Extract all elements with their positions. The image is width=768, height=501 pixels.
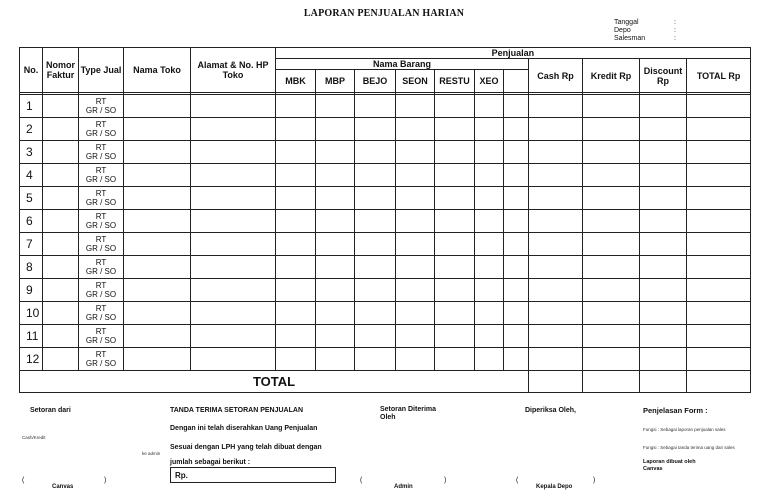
table-cell[interactable] (316, 164, 355, 187)
table-cell[interactable] (124, 141, 191, 164)
table-cell[interactable] (124, 348, 191, 371)
table-cell[interactable] (504, 118, 529, 141)
meta-sep: : (674, 35, 676, 42)
table-cell[interactable] (43, 233, 79, 256)
row-type-jual (79, 118, 124, 141)
paren-close: ) (104, 477, 107, 484)
table-cell[interactable] (504, 210, 529, 233)
row-type-jual (79, 95, 124, 118)
table-cell[interactable] (355, 164, 396, 187)
table-cell[interactable] (124, 187, 191, 210)
table-cell[interactable] (475, 210, 504, 233)
table-cell[interactable] (43, 164, 79, 187)
table-cell[interactable] (276, 95, 316, 118)
table-cell[interactable] (355, 279, 396, 302)
table-cell[interactable] (640, 302, 687, 325)
setoran-diterima-label: Setoran Diterima Oleh (380, 406, 437, 421)
table-cell[interactable] (396, 187, 435, 210)
total-label: TOTAL (20, 371, 529, 393)
meta-label: Tanggal (614, 19, 639, 26)
table-row (20, 95, 751, 118)
table-cell[interactable] (396, 118, 435, 141)
table-cell[interactable] (687, 141, 751, 164)
table-cell[interactable] (435, 118, 475, 141)
table-cell[interactable] (687, 118, 751, 141)
table-cell[interactable] (504, 233, 529, 256)
row-number: 6 (20, 210, 43, 233)
table-cell[interactable] (475, 164, 504, 187)
table-cell[interactable] (43, 325, 79, 348)
table-cell[interactable] (504, 95, 529, 118)
table-cell[interactable] (276, 325, 316, 348)
table-cell[interactable] (529, 187, 583, 210)
table-cell[interactable] (687, 233, 751, 256)
table-cell[interactable] (191, 256, 276, 279)
table-cell[interactable] (687, 210, 751, 233)
fungsi-line1: Fungsi : Sebagai laporan penjualan sales (643, 427, 726, 432)
table-cell[interactable] (396, 325, 435, 348)
table-cell[interactable] (435, 164, 475, 187)
type-line: RT (95, 235, 107, 244)
cash-kredit-label: Cash/Kredit (22, 435, 46, 440)
paren-open: ( (516, 477, 519, 484)
meta-tanggal (614, 19, 676, 27)
row-number: 11 (20, 325, 43, 348)
header-no: No. (20, 48, 43, 93)
type-line: GR / SO (85, 106, 117, 115)
table-cell[interactable] (43, 141, 79, 164)
table-cell[interactable] (640, 141, 687, 164)
meta-salesman (614, 35, 676, 43)
table-cell[interactable] (316, 325, 355, 348)
table-cell[interactable] (316, 210, 355, 233)
table-cell[interactable] (191, 348, 276, 371)
row-type-jual (79, 187, 124, 210)
table-cell[interactable] (124, 118, 191, 141)
table-cell[interactable] (583, 233, 640, 256)
table-cell[interactable] (124, 95, 191, 118)
type-line: RT (95, 327, 107, 336)
type-line: GR / SO (85, 244, 117, 253)
table-cell[interactable] (191, 118, 276, 141)
table-cell[interactable] (640, 95, 687, 118)
total-kredit-cell (583, 371, 640, 393)
table-cell[interactable] (583, 118, 640, 141)
total-grand-cell (687, 371, 751, 393)
table-cell[interactable] (529, 348, 583, 371)
table-cell[interactable] (316, 302, 355, 325)
kepala-depo-label: Kepala Depo (536, 484, 573, 490)
table-cell[interactable] (43, 302, 79, 325)
table-cell[interactable] (475, 187, 504, 210)
table-cell[interactable] (640, 348, 687, 371)
type-line: GR / SO (85, 129, 117, 138)
row-number: 9 (20, 279, 43, 302)
table-cell[interactable] (191, 210, 276, 233)
type-line: GR / SO (85, 290, 117, 299)
table-cell[interactable] (191, 302, 276, 325)
header-barang-mbk: MBK (276, 70, 316, 93)
header-nama-barang: Nama Barang (276, 59, 529, 70)
table-cell[interactable] (475, 233, 504, 256)
table-cell[interactable] (124, 233, 191, 256)
table-cell[interactable] (504, 141, 529, 164)
setoran-dari-label: Setoran dari (30, 407, 71, 414)
type-line: RT (95, 304, 107, 313)
table-cell[interactable] (687, 325, 751, 348)
table-cell[interactable] (43, 95, 79, 118)
table-row (20, 233, 751, 256)
meta-label: Depo (614, 27, 631, 34)
table-cell[interactable] (475, 348, 504, 371)
table-cell[interactable] (191, 141, 276, 164)
type-line: RT (95, 258, 107, 267)
header-barang-seon: SEON (396, 70, 435, 93)
table-cell[interactable] (504, 256, 529, 279)
table-cell[interactable] (355, 233, 396, 256)
paren-close: ) (593, 477, 596, 484)
tanda-terima-heading: TANDA TERIMA SETORAN PENJUALAN (170, 407, 304, 414)
table-cell[interactable] (124, 302, 191, 325)
table-cell[interactable] (583, 187, 640, 210)
row-type-jual (79, 302, 124, 325)
meta-label: Salesman (614, 35, 646, 42)
table-cell[interactable] (504, 187, 529, 210)
table-cell[interactable] (640, 164, 687, 187)
type-line: GR / SO (85, 313, 117, 322)
admin-sign-label: Admin (394, 484, 413, 490)
diperiksa-label: Diperiksa Oleh, (525, 407, 576, 414)
table-cell[interactable] (191, 279, 276, 302)
row-type-jual (79, 348, 124, 371)
header-cash: Cash Rp (529, 59, 583, 93)
table-cell[interactable] (43, 210, 79, 233)
table-row (20, 187, 751, 210)
header-barang-mbp: MBP (316, 70, 355, 93)
tanda-terima-line3: jumlah sebagai berikut : (170, 459, 251, 466)
header-barang-xeo: XEO (475, 70, 504, 93)
table-cell[interactable] (276, 141, 316, 164)
table-cell[interactable] (435, 141, 475, 164)
table-cell[interactable] (43, 187, 79, 210)
table-cell[interactable] (504, 325, 529, 348)
table-cell[interactable] (640, 233, 687, 256)
table-cell[interactable] (529, 118, 583, 141)
table-cell[interactable] (276, 187, 316, 210)
paren-open: ( (360, 477, 363, 484)
table-cell[interactable] (504, 164, 529, 187)
table-cell[interactable] (191, 164, 276, 187)
table-cell[interactable] (529, 256, 583, 279)
table-cell[interactable] (316, 279, 355, 302)
row-number: 1 (20, 95, 43, 118)
table-cell[interactable] (583, 141, 640, 164)
table-row (20, 164, 751, 187)
table-cell[interactable] (396, 256, 435, 279)
table-row (20, 118, 751, 141)
table-cell[interactable] (316, 187, 355, 210)
table-cell[interactable] (475, 118, 504, 141)
table-cell[interactable] (640, 325, 687, 348)
header-barang-bejo: BEJO (355, 70, 396, 93)
table-cell[interactable] (191, 95, 276, 118)
paren-open: ( (22, 477, 25, 484)
row-type-jual (79, 233, 124, 256)
table-cell[interactable] (355, 187, 396, 210)
table-cell[interactable] (529, 233, 583, 256)
type-line: GR / SO (85, 152, 117, 161)
table-cell[interactable] (316, 256, 355, 279)
table-cell[interactable] (687, 348, 751, 371)
table-cell[interactable] (640, 279, 687, 302)
type-line: RT (95, 350, 107, 359)
table-cell[interactable] (355, 256, 396, 279)
type-line: GR / SO (85, 267, 117, 276)
table-cell[interactable] (355, 118, 396, 141)
table-cell[interactable] (583, 302, 640, 325)
table-cell[interactable] (475, 95, 504, 118)
table-cell[interactable] (435, 233, 475, 256)
header-total: TOTAL Rp (687, 59, 751, 93)
row-number: 8 (20, 256, 43, 279)
table-cell[interactable] (276, 164, 316, 187)
table-cell[interactable] (640, 118, 687, 141)
table-cell[interactable] (687, 256, 751, 279)
table-cell[interactable] (355, 141, 396, 164)
table-cell[interactable] (124, 164, 191, 187)
table-cell[interactable] (276, 210, 316, 233)
table-cell[interactable] (316, 233, 355, 256)
table-cell[interactable] (475, 325, 504, 348)
table-cell[interactable] (316, 95, 355, 118)
table-cell[interactable] (191, 325, 276, 348)
laporan-dibuat-label: Laporan dibuat oleh Canvas (643, 459, 696, 472)
table-cell[interactable] (435, 302, 475, 325)
table-cell[interactable] (529, 95, 583, 118)
table-cell[interactable] (355, 210, 396, 233)
table-cell[interactable] (43, 279, 79, 302)
header-barang-restu: RESTU (435, 70, 475, 93)
table-cell[interactable] (529, 210, 583, 233)
type-line: RT (95, 120, 107, 129)
meta-depo (614, 27, 676, 35)
row-type-jual (79, 325, 124, 348)
rp-amount-field[interactable]: Rp. (170, 467, 336, 483)
table-cell[interactable] (687, 187, 751, 210)
table-cell[interactable] (355, 348, 396, 371)
total-cash-cell (529, 371, 583, 393)
page-title: LAPORAN PENJUALAN HARIAN (303, 8, 465, 19)
table-cell[interactable] (276, 233, 316, 256)
table-cell[interactable] (435, 279, 475, 302)
table-cell[interactable] (124, 210, 191, 233)
header-alamat: Alamat & No. HP Toko (191, 48, 276, 93)
table-cell[interactable] (529, 279, 583, 302)
table-row (20, 210, 751, 233)
table-cell[interactable] (396, 348, 435, 371)
row-number: 4 (20, 164, 43, 187)
row-number: 2 (20, 118, 43, 141)
table-cell[interactable] (396, 164, 435, 187)
row-number: 10 (20, 302, 43, 325)
type-line: RT (95, 281, 107, 290)
table-cell[interactable] (687, 95, 751, 118)
table-cell[interactable] (475, 279, 504, 302)
table-cell[interactable] (435, 210, 475, 233)
row-number: 3 (20, 141, 43, 164)
table-cell[interactable] (435, 325, 475, 348)
table-cell[interactable] (396, 302, 435, 325)
table-cell[interactable] (687, 164, 751, 187)
table-cell[interactable] (276, 279, 316, 302)
table-cell[interactable] (355, 95, 396, 118)
type-line: GR / SO (85, 221, 117, 230)
table-cell[interactable] (435, 256, 475, 279)
canvas-sign-label: Canvas (52, 484, 74, 490)
table-cell[interactable] (475, 141, 504, 164)
table-cell[interactable] (276, 302, 316, 325)
header-penjualan: Penjualan (276, 48, 751, 59)
table-row (20, 348, 751, 371)
table-cell[interactable] (583, 348, 640, 371)
table-cell[interactable] (124, 256, 191, 279)
table-cell[interactable] (529, 302, 583, 325)
table-cell[interactable] (529, 325, 583, 348)
meta-sep: : (674, 19, 676, 26)
table-cell[interactable] (529, 164, 583, 187)
table-cell[interactable] (583, 279, 640, 302)
table-cell[interactable] (396, 233, 435, 256)
penjelasan-heading: Penjelasan Form : (643, 406, 708, 415)
table-cell[interactable] (355, 325, 396, 348)
table-cell[interactable] (316, 141, 355, 164)
row-type-jual (79, 141, 124, 164)
table-cell[interactable] (475, 256, 504, 279)
table-cell[interactable] (43, 256, 79, 279)
type-line: RT (95, 189, 107, 198)
type-line: RT (95, 97, 107, 106)
type-line: GR / SO (85, 198, 117, 207)
table-cell[interactable] (316, 348, 355, 371)
table-cell[interactable] (583, 210, 640, 233)
table-cell[interactable] (191, 187, 276, 210)
table-cell[interactable] (276, 348, 316, 371)
table-cell[interactable] (316, 118, 355, 141)
type-line: GR / SO (85, 175, 117, 184)
table-cell[interactable] (475, 302, 504, 325)
table-cell[interactable] (396, 141, 435, 164)
table-cell[interactable] (583, 164, 640, 187)
table-cell[interactable] (191, 233, 276, 256)
table-cell[interactable] (276, 256, 316, 279)
table-cell[interactable] (124, 325, 191, 348)
tanda-terima-line1: Dengan ini telah diserahkan Uang Penjualan (170, 425, 318, 432)
row-number: 12 (20, 348, 43, 371)
table-cell[interactable] (435, 95, 475, 118)
type-line: GR / SO (85, 336, 117, 345)
header-discount: Discount Rp (640, 59, 687, 93)
table-cell[interactable] (276, 118, 316, 141)
fungsi-line2: Fungsi : Sebagai tanda terima uang dari sales (643, 445, 735, 450)
table-cell[interactable] (504, 302, 529, 325)
table-cell[interactable] (124, 279, 191, 302)
table-cell[interactable] (396, 95, 435, 118)
table-cell[interactable] (583, 95, 640, 118)
row-number: 5 (20, 187, 43, 210)
table-cell[interactable] (396, 210, 435, 233)
type-line: RT (95, 166, 107, 175)
paren-close: ) (444, 477, 447, 484)
sales-table (19, 47, 751, 393)
table-cell[interactable] (583, 256, 640, 279)
table-cell[interactable] (529, 141, 583, 164)
header-type-jual: Type Jual (79, 48, 124, 93)
table-row (20, 141, 751, 164)
meta-sep: : (674, 27, 676, 34)
header-barang-blank (504, 70, 529, 93)
table-cell[interactable] (396, 279, 435, 302)
table-cell[interactable] (687, 279, 751, 302)
table-cell[interactable] (504, 279, 529, 302)
row-type-jual (79, 279, 124, 302)
row-type-jual (79, 164, 124, 187)
total-discount-cell (640, 371, 687, 393)
table-cell[interactable] (355, 302, 396, 325)
ke-admin-label: ke admin (142, 451, 161, 456)
table-cell[interactable] (640, 256, 687, 279)
row-type-jual (79, 256, 124, 279)
header-kredit: Kredit Rp (583, 59, 640, 93)
table-cell[interactable] (504, 348, 529, 371)
type-line: RT (95, 212, 107, 221)
table-row (20, 325, 751, 348)
table-cell[interactable] (640, 210, 687, 233)
table-cell[interactable] (435, 187, 475, 210)
table-cell[interactable] (43, 348, 79, 371)
tanda-terima-line2: Sesuai dengan LPH yang telah dibuat dengan (170, 444, 322, 451)
type-line: GR / SO (85, 359, 117, 368)
table-cell[interactable] (43, 118, 79, 141)
table-row (20, 279, 751, 302)
type-line: RT (95, 143, 107, 152)
row-type-jual (79, 210, 124, 233)
table-row (20, 302, 751, 325)
table-cell[interactable] (583, 325, 640, 348)
header-nama-toko: Nama Toko (124, 48, 191, 93)
row-number: 7 (20, 233, 43, 256)
header-nomor-faktur: Nomor Faktur (43, 48, 79, 93)
table-cell[interactable] (435, 348, 475, 371)
table-cell[interactable] (640, 187, 687, 210)
table-row (20, 256, 751, 279)
table-cell[interactable] (687, 302, 751, 325)
